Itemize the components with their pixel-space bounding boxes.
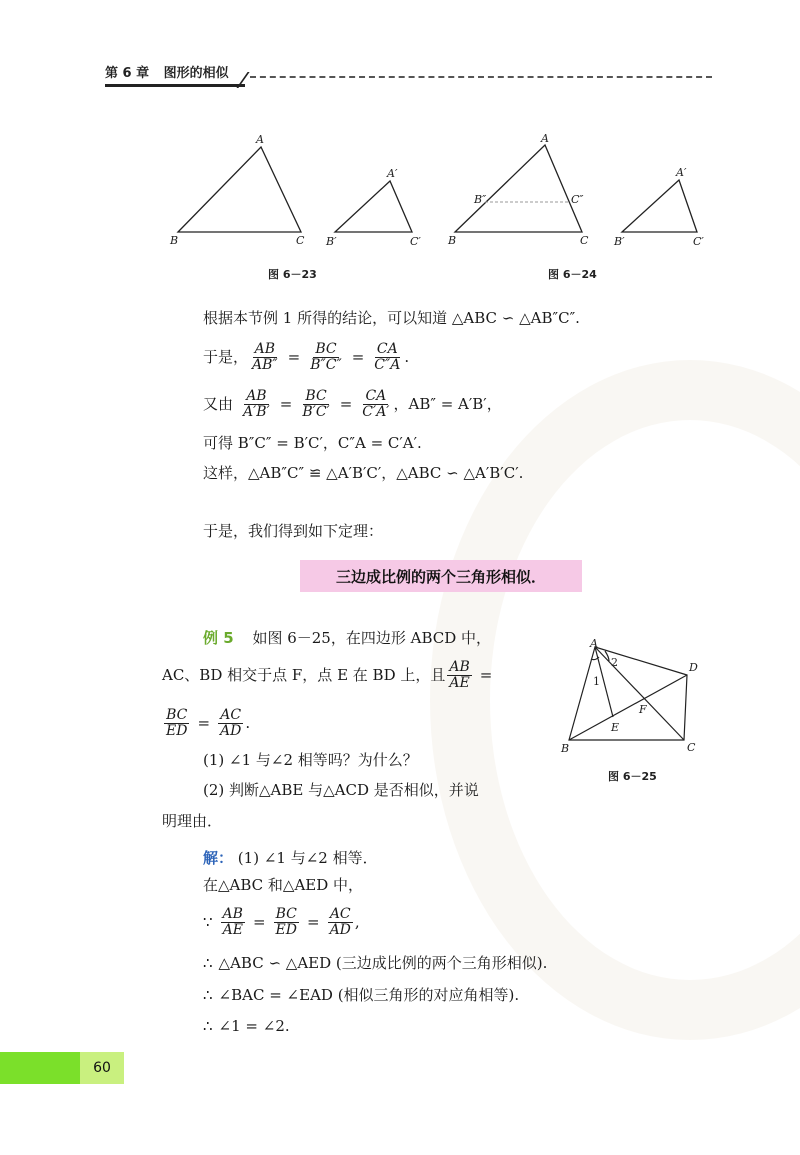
solution-label: 解：	[203, 849, 234, 867]
frac-ac-ad-sol: $\frac{AC}{AD}$	[329, 905, 351, 938]
frac-ca-c2a: $\frac{CA}{C''A}$	[374, 340, 401, 373]
label-b: B	[170, 234, 179, 247]
triangle-abc-fig23	[178, 147, 301, 232]
frac-bc-ed-sol: $\frac{BC}{ED}$	[275, 905, 297, 938]
solution-line-1	[203, 848, 378, 868]
text-line-4: 可得 B″C″ = B′C′，C″A = C′A′.	[203, 434, 422, 452]
figures-6-23-6-24	[0, 0, 800, 300]
solution-line-2: 在△ABC 和△AED 中，	[203, 876, 364, 894]
solution-text-5: ∠BAC = ∠EAD (相似三角形的对应角相等).	[218, 986, 520, 1004]
diagonal-bd	[569, 675, 687, 740]
triangle-abc-fig24	[455, 145, 582, 232]
label-a1: A′	[387, 167, 398, 180]
frac-ab-ae: $\frac{AB}{AE}$	[449, 658, 470, 691]
label-c1-fig24: C′	[693, 235, 704, 248]
label-c-fig24: C	[580, 234, 589, 247]
frac-bc-ed: $\frac{BC}{ED}$	[166, 706, 188, 739]
example-text-1: 如图 6－25，在四边形 ABCD 中，	[252, 629, 492, 647]
prefix-yushi: 于是，	[203, 348, 249, 366]
text-line-2: 于是， $\frac{AB}{AB''}$ = $\frac{BC}{B''C''}$ = $\frac{CA}{C''A}$ .	[203, 340, 410, 373]
label-b2: B″	[474, 193, 487, 206]
solution-line-6	[203, 1016, 290, 1036]
chapter-title: 图形的相似	[163, 66, 229, 81]
label-b1: B′	[326, 235, 337, 248]
label-a-fig24: A	[541, 132, 549, 145]
frac-ac-ad: $\frac{AC}{AD}$	[220, 706, 242, 739]
fig24-caption: 图 6－24	[548, 268, 597, 281]
text-line-1: 根据本节例 1 所得的结论，可以知道 △ABC ∽ △AB″C″.	[203, 309, 580, 327]
frac-ca-c1a1: $\frac{CA}{C'A'}$	[362, 387, 390, 420]
label-b1-fig24: B′	[614, 235, 625, 248]
example-5-line-3: $\frac{BC}{ED}$ = $\frac{AC}{AD}$ .	[166, 706, 251, 739]
label-a-fig25: A	[590, 637, 598, 650]
solution-text-4: △ABC ∽ △AED (三边成比例的两个三角形相似).	[218, 954, 548, 972]
frac-ab-ae-sol: $\frac{AB}{AE}$	[222, 905, 243, 938]
solution-line-4	[203, 953, 547, 973]
fig23-caption: 图 6－23	[268, 268, 317, 281]
therefore-symbol: ∴	[203, 986, 213, 1004]
prefix-youyou: 又由	[203, 395, 234, 413]
text-line-6: 于是，我们得到如下定理：	[203, 522, 384, 540]
label-d: D	[689, 661, 698, 674]
text-ab2-eq: ，AB″ = A′B′，	[393, 395, 502, 413]
label-f: F	[639, 703, 647, 716]
frac-bc-b1c1: $\frac{BC}{B'C'}$	[302, 387, 330, 420]
question-2: (2) 判断△ABE 与△ACD 是否相似，并说	[203, 781, 479, 799]
frac-bc-b2c2: $\frac{BC}{B''C''}$	[310, 340, 342, 373]
therefore-symbol: ∴	[203, 954, 213, 972]
fig25-caption: 图 6－25	[608, 770, 657, 783]
solution-text-6: ∠1 = ∠2.	[218, 1017, 290, 1035]
chapter-number: 第 6 章	[105, 66, 150, 81]
quadrilateral-abcd	[569, 647, 687, 740]
label-b-fig24: B	[448, 234, 457, 247]
question-1: (1) ∠1 与∠2 相等吗？为什么？	[203, 751, 418, 769]
page-number: 60	[80, 1052, 124, 1084]
example-text-2: AC、BD 相交于点 F，点 E 在 BD 上，且	[162, 666, 446, 684]
therefore-symbol: ∴	[203, 1017, 213, 1035]
solution-text-1: (1) ∠1 与∠2 相等．	[237, 849, 378, 867]
label-c1: C′	[410, 235, 421, 248]
label-angle-1: 1	[593, 675, 600, 688]
label-angle-2: 2	[611, 656, 618, 669]
label-c-fig25: C	[687, 741, 696, 754]
frac-ab-ab2: $\frac{AB}{AB''}$	[252, 340, 278, 373]
question-2-cont: 明理由．	[162, 812, 223, 830]
solution-line-3: ∵ $\frac{AB}{AE}$ = $\frac{BC}{ED}$ = $\frac{AC}{AD}$ ,	[203, 905, 360, 938]
triangle-a1b1c1-fig23	[335, 181, 412, 232]
text-line-5: 这样，△AB″C″ ≌ △A′B′C′，△ABC ∽ △A′B′C′.	[203, 464, 524, 482]
example-label: 例 5	[203, 629, 234, 647]
example-5-line-2: AC、BD 相交于点 F，点 E 在 BD 上，且 $\frac{AB}{AE}$ =	[162, 658, 493, 691]
triangle-a1b1c1-fig24	[622, 180, 697, 232]
because-symbol: ∵	[203, 913, 213, 931]
label-a: A	[256, 133, 264, 146]
example-5-line-1	[203, 628, 491, 648]
label-e: E	[611, 721, 620, 734]
label-c2: C″	[571, 193, 584, 206]
figure-6-25	[555, 635, 715, 760]
solution-line-5	[203, 985, 519, 1005]
frac-ab-a1b1: $\frac{AB}{A'B'}$	[243, 387, 270, 420]
label-c: C	[296, 234, 305, 247]
label-b-fig25: B	[561, 742, 570, 755]
text-line-3: 又由 $\frac{AB}{A'B'}$ = $\frac{BC}{B'C'}$ = $\frac{CA}{C'A'}$ ，AB″ = A′B′，	[203, 387, 502, 420]
theorem-box: 三边成比例的两个三角形相似．	[300, 560, 582, 592]
label-a1-fig24: A′	[676, 166, 687, 179]
